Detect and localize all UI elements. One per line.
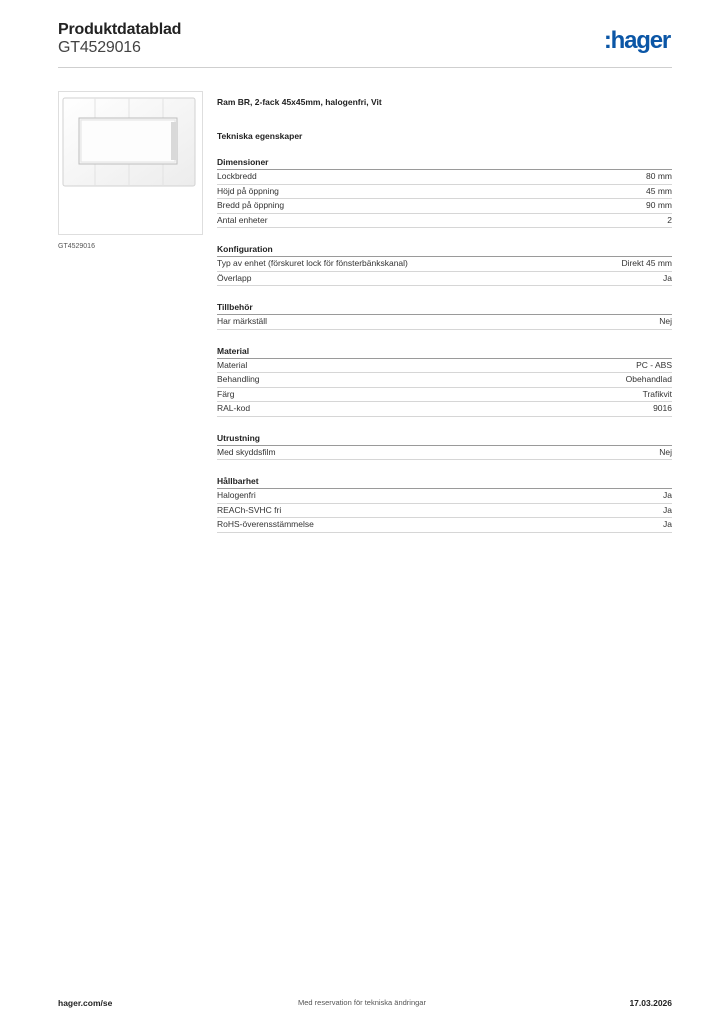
spec-row bbox=[217, 170, 672, 185]
spec-label: RAL-kod bbox=[217, 403, 251, 413]
spec-group-title: Material bbox=[217, 345, 672, 359]
spec-row bbox=[217, 272, 672, 287]
spec-label: Behandling bbox=[217, 374, 260, 384]
spec-value: Ja bbox=[663, 519, 672, 529]
spec-group bbox=[217, 345, 672, 417]
spec-row bbox=[217, 373, 672, 388]
spec-label: Har märkställ bbox=[217, 316, 268, 326]
spec-group-title: Utrustning bbox=[217, 432, 672, 446]
spec-group-title: Hållbarhet bbox=[217, 475, 672, 489]
spec-group-title: Tillbehör bbox=[217, 301, 672, 315]
spec-value: Nej bbox=[659, 446, 672, 457]
spec-row bbox=[217, 402, 672, 417]
spec-row bbox=[217, 359, 672, 374]
spec-label: REACh-SVHC fri bbox=[217, 504, 282, 515]
spec-value: 45 mm bbox=[646, 185, 672, 196]
spec-row bbox=[217, 185, 672, 200]
spec-value: 9016 bbox=[653, 403, 672, 413]
spec-group bbox=[217, 156, 672, 228]
spec-groups bbox=[217, 156, 672, 533]
footer-website: hager.com/se bbox=[58, 998, 113, 1008]
spec-value: 2 bbox=[667, 214, 672, 225]
product-name: Ram BR, 2-fack 45x45mm, halogenfri, Vit bbox=[217, 97, 382, 107]
image-caption: GT4529016 bbox=[58, 243, 95, 250]
spec-group bbox=[217, 301, 672, 330]
header-divider bbox=[58, 67, 672, 68]
spec-value: Trafikvit bbox=[642, 388, 672, 399]
spec-row bbox=[217, 199, 672, 214]
spec-group bbox=[217, 475, 672, 533]
spec-label: Antal enheter bbox=[217, 214, 268, 225]
spec-label: RoHS-överensstämmelse bbox=[217, 519, 314, 529]
spec-value: PC - ABS bbox=[636, 359, 672, 370]
spec-group bbox=[217, 243, 672, 286]
spec-label: Bredd på öppning bbox=[217, 200, 285, 210]
spec-value: 80 mm bbox=[646, 171, 672, 181]
product-code: GT4529016 bbox=[58, 39, 141, 56]
spec-label: Överlapp bbox=[217, 272, 252, 283]
spec-row bbox=[217, 388, 672, 403]
spec-row bbox=[217, 504, 672, 519]
spec-value: Ja bbox=[663, 490, 672, 500]
spec-row bbox=[217, 315, 672, 330]
spec-label: Halogenfri bbox=[217, 490, 256, 500]
spec-content bbox=[217, 96, 672, 533]
frame-illustration bbox=[59, 92, 202, 234]
spec-row bbox=[217, 214, 672, 229]
spec-row bbox=[217, 446, 672, 461]
footer-date: 17.03.2026 bbox=[629, 998, 672, 1008]
footer-disclaimer: Med reservation för tekniska ändringar bbox=[298, 998, 426, 1007]
product-image bbox=[58, 91, 203, 235]
spec-label: Typ av enhet (förskuret lock för fönsterbänkskanal) bbox=[217, 258, 408, 268]
spec-label: Höjd på öppning bbox=[217, 185, 279, 196]
spec-row bbox=[217, 257, 672, 272]
spec-label: Lockbredd bbox=[217, 171, 257, 181]
spec-value: Obehandlad bbox=[625, 374, 672, 384]
hager-logo: :hager bbox=[603, 27, 670, 54]
spec-label: Med skyddsfilm bbox=[217, 446, 276, 457]
spec-label: Färg bbox=[217, 388, 235, 399]
spec-value: Direkt 45 mm bbox=[621, 258, 672, 268]
spec-row bbox=[217, 489, 672, 504]
spec-value: Nej bbox=[659, 316, 672, 326]
spec-row bbox=[217, 518, 672, 533]
spec-group-title: Dimensioner bbox=[217, 156, 672, 170]
section-title: Tekniska egenskaper bbox=[217, 131, 303, 141]
spec-group bbox=[217, 432, 672, 461]
spec-value: Ja bbox=[663, 504, 672, 515]
spec-label: Material bbox=[217, 359, 248, 370]
spec-value: Ja bbox=[663, 272, 672, 283]
document-title: Produktdatablad bbox=[58, 21, 182, 38]
page-header bbox=[58, 20, 672, 68]
spec-group-title: Konfiguration bbox=[217, 243, 672, 257]
spec-value: 90 mm bbox=[646, 200, 672, 210]
